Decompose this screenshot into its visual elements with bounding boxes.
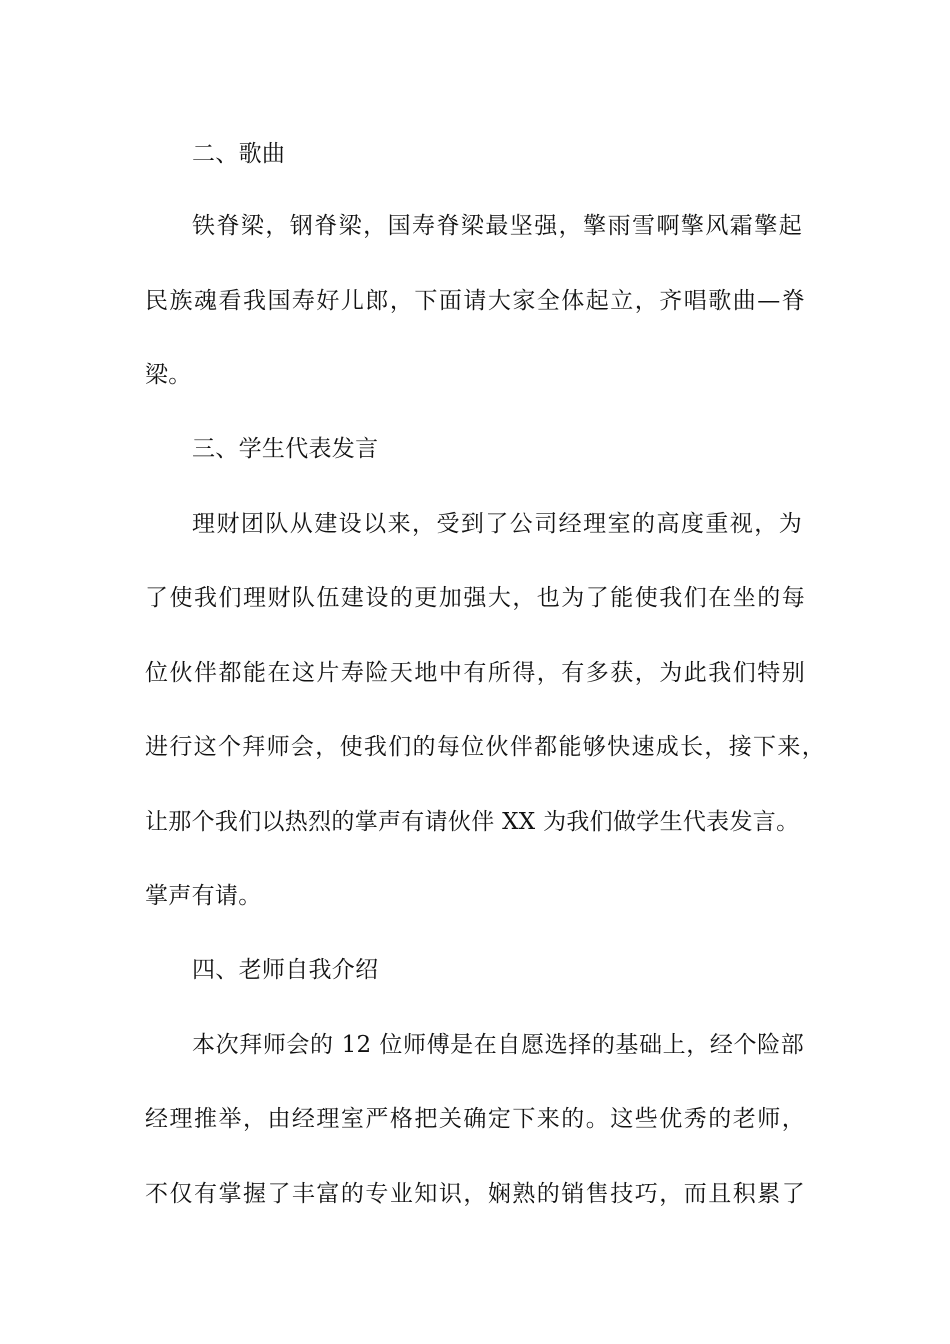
paragraph-line: 不仅有掌握了丰富的专业知识，娴熟的销售技巧，而且积累了 bbox=[145, 1181, 805, 1207]
paragraph-line: 理财团队从建设以来，受到了公司经理室的高度重视，为 bbox=[192, 511, 802, 537]
paragraph-line: 本次拜师会的 12 位师傅是在自愿选择的基础上，经个险部 bbox=[192, 1032, 804, 1058]
paragraph-line: 让那个我们以热烈的掌声有请伙伴 XX 为我们做学生代表发言。 bbox=[145, 809, 800, 835]
paragraph-line: 梁。 bbox=[145, 362, 192, 388]
paragraph-line: 民族魂看我国寿好儿郎，下面请大家全体起立，齐唱歌曲—脊 bbox=[145, 288, 805, 314]
section-heading-song: 二、歌曲 bbox=[192, 141, 286, 167]
section-heading-student-speech: 三、学生代表发言 bbox=[192, 436, 379, 462]
paragraph-line: 铁脊梁，钢脊梁，国寿脊梁最坚强，擎雨雪啊擎风霜擎起 bbox=[192, 213, 802, 239]
paragraph-line: 位伙伴都能在这片寿险天地中有所得，有多获，为此我们特别 bbox=[145, 660, 805, 686]
paragraph-line: 进行这个拜师会，使我们的每位伙伴都能够快速成长，接下来， bbox=[145, 734, 825, 760]
paragraph-line: 掌声有请。 bbox=[145, 883, 262, 909]
section-heading-teacher-intro: 四、老师自我介绍 bbox=[192, 957, 379, 983]
paragraph-line: 了使我们理财队伍建设的更加强大，也为了能使我们在坐的每 bbox=[145, 585, 805, 611]
paragraph-line: 经理推举，由经理室严格把关确定下来的。这些优秀的老师， bbox=[145, 1106, 805, 1132]
